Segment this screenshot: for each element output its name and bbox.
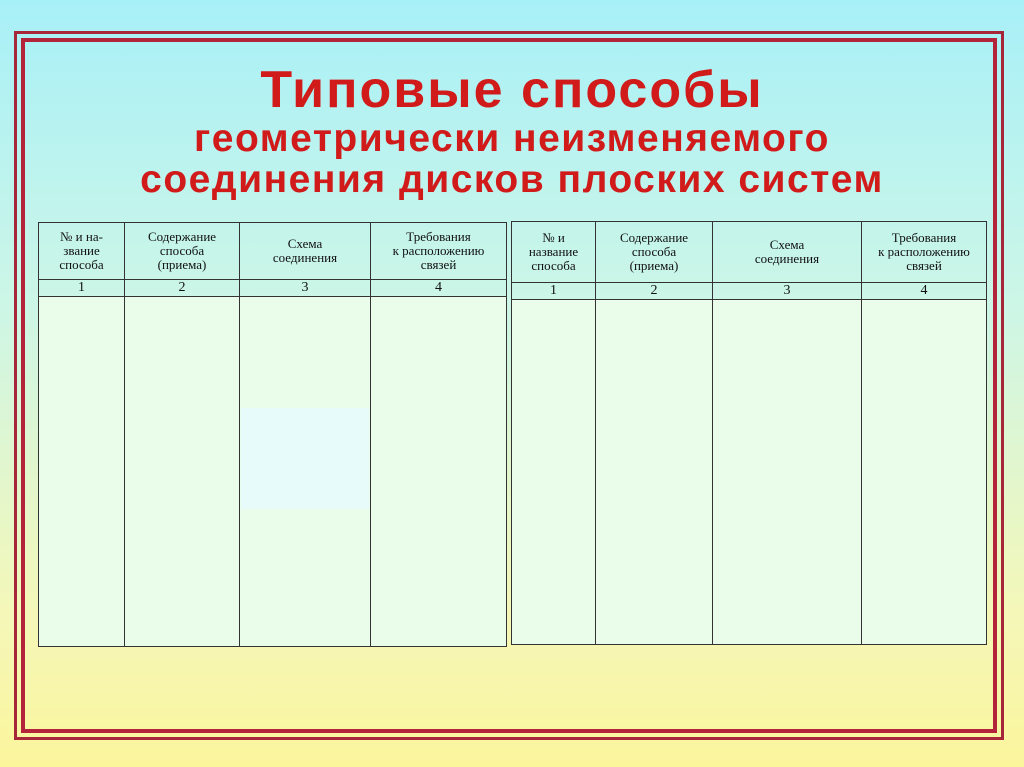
header-text: способа: [631, 244, 677, 259]
empty-cell: [862, 300, 987, 645]
empty-cell: [39, 297, 125, 647]
header-text: связей: [906, 258, 942, 273]
column-number: 1: [39, 280, 125, 297]
column-number: 2: [596, 283, 713, 300]
column-number: 1: [512, 283, 596, 300]
empty-cell: [371, 297, 507, 647]
header-text: Требования: [406, 229, 471, 244]
header-text: № и на-: [60, 229, 103, 244]
table-right: [511, 221, 987, 645]
column-number: 3: [240, 280, 371, 297]
header-text: Схема: [287, 236, 323, 251]
header-cell-number-name: [39, 223, 125, 280]
header-cell-scheme: [240, 223, 371, 280]
table-right-header-row: [512, 222, 987, 283]
header-text: к расположению: [878, 244, 970, 259]
header-cell-requirements: [862, 222, 987, 283]
header-text: № и: [542, 230, 565, 245]
header-text: (приема): [157, 257, 207, 272]
table-left-number-row: [39, 280, 507, 297]
table-right-number-row: [512, 283, 987, 300]
header-text: звание: [63, 243, 100, 258]
scheme-highlight: [241, 408, 369, 509]
table-right-body-row: [512, 300, 987, 645]
page-title: Типовые способы: [260, 61, 764, 119]
column-number: 4: [862, 283, 987, 300]
column-number: 4: [371, 280, 507, 297]
column-number: 2: [125, 280, 240, 297]
header-text: связей: [420, 257, 457, 272]
header-cell-content: [596, 222, 713, 283]
table-left-header-row: [39, 223, 507, 280]
empty-cell: [512, 300, 596, 645]
header-text: (приема): [629, 258, 679, 273]
header-text: способа: [159, 243, 205, 258]
header-text: Содержание: [619, 230, 689, 245]
header-cell-scheme: [713, 222, 862, 283]
title-block: [0, 62, 1024, 200]
column-number: 3: [713, 283, 862, 300]
header-text: способа: [59, 257, 104, 272]
header-text: Схема: [769, 237, 805, 252]
page-subtitle-line-2: соединения дисков плоских систем: [140, 158, 884, 201]
header-text: к расположению: [392, 243, 485, 258]
header-cell-content: [125, 223, 240, 280]
header-text: Требования: [891, 230, 957, 245]
header-cell-number-name: [512, 222, 596, 283]
empty-cell: [596, 300, 713, 645]
empty-cell: [713, 300, 862, 645]
empty-cell: [125, 297, 240, 647]
page-subtitle-line-1: геометрически неизменяемого: [194, 117, 830, 160]
header-cell-requirements: [371, 223, 507, 280]
header-text: соединения: [754, 251, 820, 266]
header-text: название: [528, 244, 579, 259]
header-text: способа: [531, 258, 576, 273]
header-text: Содержание: [147, 229, 217, 244]
header-text: соединения: [272, 250, 338, 265]
